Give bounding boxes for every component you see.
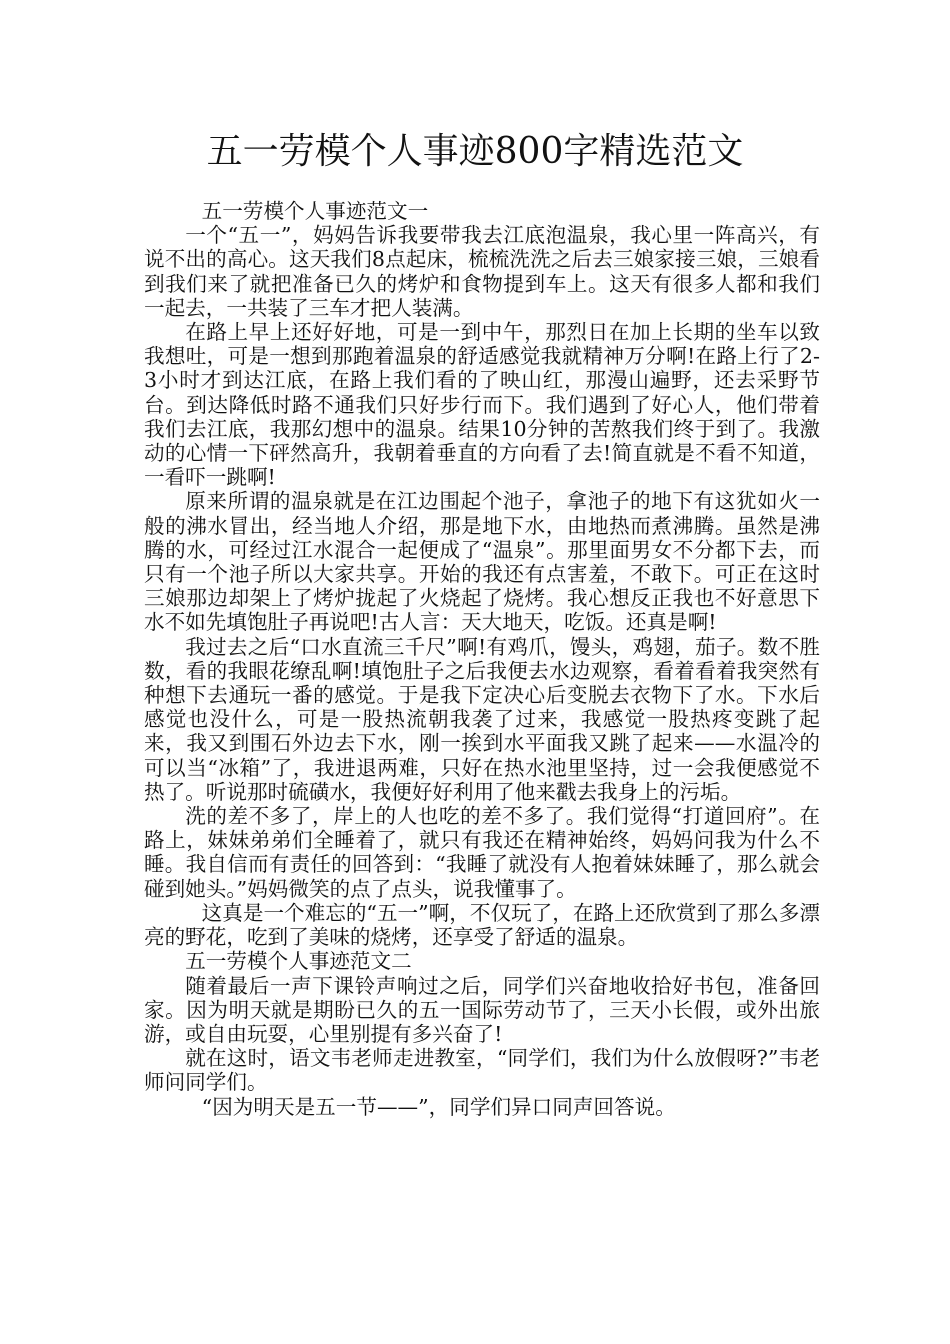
paragraph: 一个“五一”，妈妈告诉我要带我去江底泡温泉，我心里一阵高兴，有说不出的高心。这天我们8点起床，梳梳洗洗之后去三娘家接三娘，三娘看到我们来了就把准备已久的烤炉和食物提到车上。这天有很多人都和我们一起去，一共装了三车才把人装满。 [144,223,820,320]
paragraph: 原来所谓的温泉就是在江边围起个池子，拿池子的地下有这犹如火一般的沸水冒出，经当地人介绍，那是地下水，由地热而煮沸腾。虽然是沸腾的水，可经过江水混合一起便成了“温泉”。那里面男女不分都下去，而只有一个池子所以大家共享。开始的我还有点害羞，不敢下。可正在这时三娘那边却架上了烤炉拢起了火烧起了烧烤。我心想反正我也不好意思下水不如先填饱肚子再说吧!古人言：天大地天，吃饭。还真是啊! [144,489,820,635]
paragraph: 在路上早上还好好地，可是一到中午，那烈日在加上长期的坐车以致我想吐，可是一想到那跑着温泉的舒适感觉我就精神万分啊!在路上行了2-3小时才到达江底，在路上我们看的了映山红，那漫山遍野，还去采野节台。到达降低时路不通我们只好步行而下。我们遇到了好心人，他们带着我们去江底，我那幻想中的温泉。结果10分钟的苦熬我们终于到了。我激动的心情一下砰然高升，我朝着垂直的方向看了去!简直就是不看不知道，一看吓一跳啊! [144,320,820,490]
section-heading-1: 五一劳模个人事迹范文一 [201,199,429,223]
paragraph: 我过去之后“口水直流三千尺”啊!有鸡爪，馒头，鸡翅，茄子。数不胜数，看的我眼花缭乱啊!填饱肚子之后我便去水边观察，看着看着我突然有种想下去通玩一番的感觉。于是我下定决心后变脱去衣物下了水。下水后感觉也没什么，可是一股热流朝我袭了过来，我感觉一股热疼变跳了起来，我又到围石外边去下水，刚一挨到水平面我又跳了起来——水温冷的可以当“冰箱”了，我进退两难，只好在热水池里坚持，过一会我便感觉不热了。听说那时硫磺水，我便好好利用了他来戳去我身上的污垢。 [144,634,820,804]
paragraph: 洗的差不多了，岸上的人也吃的差不多了。我们觉得“打道回府”。在路上，妹妹弟弟们全睡着了，就只有我还在精神始终，妈妈问我为什么不睡。我自信而有责任的回答到：“我睡了就没有人抱着妹妹睡了，那么就会碰到她头。”妈妈微笑的点了点头，说我懂事了。 [144,804,820,901]
paragraph: 这真是一个难忘的“五一”啊，不仅玩了，在路上还欣赏到了那么多漂亮的野花，吃到了美味的烧烤，还享受了舒适的温泉。 [144,900,820,950]
document-body [144,199,820,1119]
paragraph: 就在这时，语文韦老师走进教室，“同学们，我们为什么放假呀?”韦老师问同学们。 [144,1046,820,1095]
paragraph: 随着最后一声下课铃声响过之后，同学们兴奋地收拾好书包，准备回家。因为明天就是期盼已久的五一国际劳动节了，三天小长假，或外出旅游，或自由玩耍，心里别提有多兴奋了! [144,973,820,1046]
section-heading-2: 五一劳模个人事迹范文二 [185,949,412,974]
paragraph: “因为明天是五一节——”，同学们异口同声回答说。 [201,1094,676,1119]
document-title: 五一劳模个人事迹800字精选范文 [206,131,744,172]
